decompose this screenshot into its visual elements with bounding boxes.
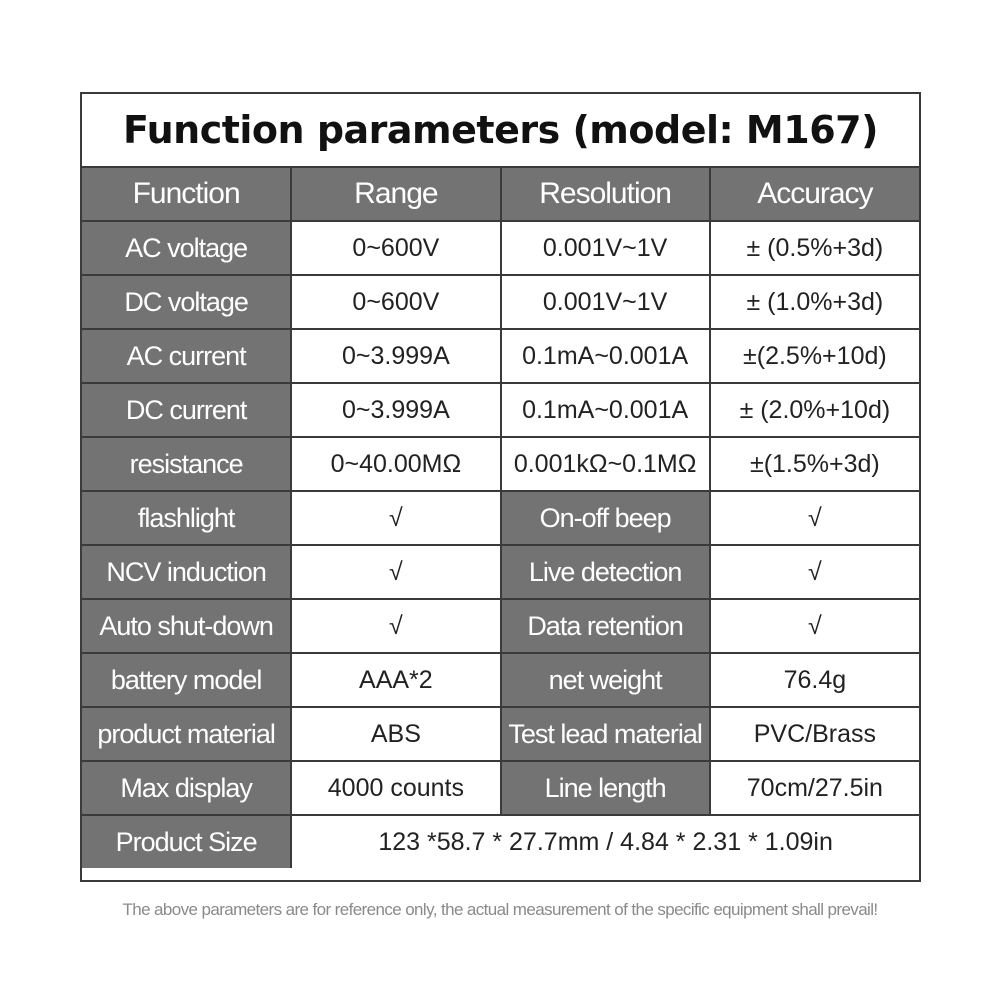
feature-label: Live detection [501, 545, 710, 599]
feature-value: √ [710, 545, 919, 599]
feature-label: product material [82, 707, 291, 761]
range-value: 0~40.00MΩ [291, 437, 500, 491]
resolution-value: 0.001kΩ~0.1MΩ [501, 437, 710, 491]
table-row [82, 491, 919, 545]
feature-value: 4000 counts [291, 761, 500, 815]
resolution-value: 0.001V~1V [501, 221, 710, 275]
feature-value: 70cm/27.5in [710, 761, 919, 815]
feature-label: battery model [82, 653, 291, 707]
product-size-row [82, 815, 919, 868]
feature-label: NCV induction [82, 545, 291, 599]
table-row [82, 707, 919, 761]
function-label: DC current [82, 383, 291, 437]
table-row [82, 383, 919, 437]
feature-value: √ [291, 545, 500, 599]
accuracy-value: ± (1.0%+3d) [710, 275, 919, 329]
table-header-row [82, 168, 919, 221]
accuracy-value: ±(1.5%+3d) [710, 437, 919, 491]
feature-value: 76.4g [710, 653, 919, 707]
feature-value: √ [291, 491, 500, 545]
feature-label: flashlight [82, 491, 291, 545]
range-value: 0~3.999A [291, 383, 500, 437]
accuracy-value: ± (2.0%+10d) [710, 383, 919, 437]
table-row [82, 761, 919, 815]
resolution-value: 0.1mA~0.001A [501, 383, 710, 437]
function-label: AC current [82, 329, 291, 383]
table-row [82, 653, 919, 707]
function-label: DC voltage [82, 275, 291, 329]
table-row [82, 275, 919, 329]
accuracy-value: ± (0.5%+3d) [710, 221, 919, 275]
function-label: AC voltage [82, 221, 291, 275]
header-resolution: Resolution [501, 168, 710, 221]
product-size-label: Product Size [82, 815, 291, 868]
feature-value: AAA*2 [291, 653, 500, 707]
resolution-value: 0.001V~1V [501, 275, 710, 329]
range-value: 0~3.999A [291, 329, 500, 383]
spec-sheet [80, 92, 921, 882]
range-value: 0~600V [291, 275, 500, 329]
feature-value: √ [710, 599, 919, 653]
table-row [82, 599, 919, 653]
header-range: Range [291, 168, 500, 221]
feature-label: net weight [501, 653, 710, 707]
range-value: 0~600V [291, 221, 500, 275]
feature-label: Auto shut-down [82, 599, 291, 653]
disclaimer-note: The above parameters are for reference only, the actual measurement of the specific equipment shall prevail! [122, 900, 878, 919]
feature-value: ABS [291, 707, 500, 761]
table-row [82, 221, 919, 275]
header-accuracy: Accuracy [710, 168, 919, 221]
feature-label: Max display [82, 761, 291, 815]
table-row [82, 545, 919, 599]
feature-label: Line length [501, 761, 710, 815]
page-title: Function parameters (model: M167) [82, 94, 919, 168]
table-row [82, 329, 919, 383]
feature-value: √ [710, 491, 919, 545]
feature-label: Test lead material [501, 707, 710, 761]
spec-table [82, 168, 919, 868]
product-size-value: 123 *58.7 * 27.7mm / 4.84 * 2.31 * 1.09in [291, 815, 919, 868]
accuracy-value: ±(2.5%+10d) [710, 329, 919, 383]
header-function: Function [82, 168, 291, 221]
feature-label: Data retention [501, 599, 710, 653]
feature-value: PVC/Brass [710, 707, 919, 761]
table-row [82, 437, 919, 491]
function-label: resistance [82, 437, 291, 491]
feature-label: On-off beep [501, 491, 710, 545]
resolution-value: 0.1mA~0.001A [501, 329, 710, 383]
feature-value: √ [291, 599, 500, 653]
